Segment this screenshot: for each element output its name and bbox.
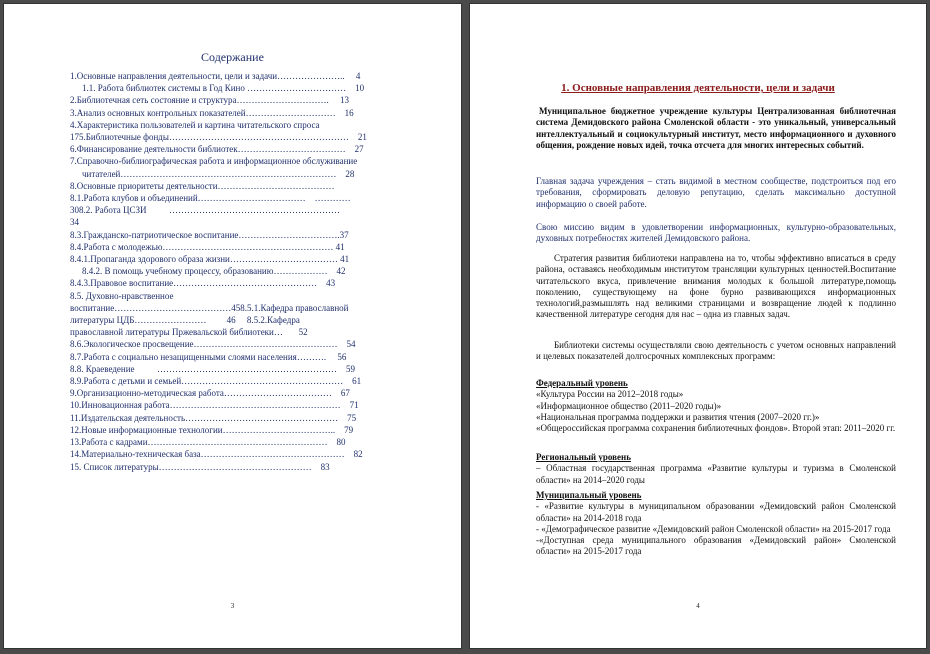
toc-entry: 4.Характеристика пользователей и картина читательского спроса <box>70 119 320 130</box>
toc-entry: 34 <box>70 217 79 228</box>
page-number: 4 <box>696 602 700 610</box>
list-item: – Областная государственная программа «Развитие культуры и туризма в Смоленской области» на 2014–2020 годы <box>536 463 896 485</box>
list-item: «Культура России на 2012–2018 годы» <box>536 389 684 400</box>
toc-entry: 8.1.Работа клубов и объединений……………………………… ………… <box>70 193 351 204</box>
list-item: «Национальная программа поддержки и развития чтения (2007–2020 гг.)» <box>536 411 820 422</box>
toc-entry: 8.9.Работа с детьми и семьей……………………………………………… 61 <box>70 376 362 387</box>
regional-heading: Региональный уровень <box>536 452 631 462</box>
toc-entry: 6.Финансирование деятельности библиотек……………………………… 27 <box>70 144 364 155</box>
toc-entry: 8.6.Экологическое просвещение………………………………………… 54 <box>70 339 356 350</box>
page-right <box>470 4 926 648</box>
page-left <box>4 4 461 648</box>
paragraph-main-task: Главная задача учреждения – стать видимой в местном сообществе, подстроиться под его требования, сформировать деловую репутацию, сделать максимально доступной информацию о своей работе. <box>536 176 896 209</box>
table-of-contents <box>70 70 434 473</box>
toc-entry: 8.4.Работа с молодежью………………………………………………… 41 <box>70 241 345 252</box>
list-item: - «Демографическое развитие «Демидовский район Смоленской области» на 2015-2017 года <box>536 523 891 534</box>
toc-entry: 2.Библиотечная сеть состояние и структура…………………………. 13 <box>70 95 350 106</box>
toc-entry: 8.Основные приоритеты деятельности………………………………… <box>70 180 335 191</box>
toc-entry: 12.Новые информационные технологии……………………………….. 79 <box>70 424 354 435</box>
municipal-level <box>536 490 896 558</box>
toc-entry: 1.Основные направления деятельности, цели и задачи………………….. 4 <box>70 71 361 81</box>
paragraph-mission: Свою миссию видим в удовлетворении информационных, культурно-образовательных, духовных потребностях жителей Демидовского района. <box>536 222 896 244</box>
toc-entry: 8.7.Работа с социально незащищенными слоями населения………. 56 <box>70 351 347 362</box>
federal-level <box>536 378 896 434</box>
paragraph-programs: Библиотеки системы осуществляли свою деятельность с учетом основных направлений и целевых показателей долгосрочных комплексных программ: <box>536 340 896 362</box>
municipal-heading: Муниципальный уровень <box>536 490 642 500</box>
toc-entry: 1.1. Работа библиотек системы в Год Кино …………………………… 10 <box>82 83 365 94</box>
regional-level <box>536 452 896 486</box>
paragraph-strategy: Стратегия развития библиотеки направлена на то, чтобы эффективно вписаться в среду района, оставаясь необходимым институтом трансляции культурных ценностей.Воспитание читательского вкуса, привлечение внимания молодых к большой литературе,помощь поколению, существующему на фоне бурно развивающихся информационных технологий,размышлять над великими страницами и возвращение людей к подлинно качественной литературе сегодня для нас – одна из главных задач. <box>536 253 896 320</box>
toc-title: Содержание <box>201 50 264 64</box>
toc-entry: 7.Справочно-библиографическая работа и информационное обслуживание <box>70 156 358 167</box>
toc-entry: 11.Издательская деятельность…………………………………………… 75 <box>70 412 357 423</box>
section-heading: 1. Основные направления деятельности, цели и задачи <box>561 82 835 94</box>
toc-entry: литературы ЦДБ…………………… 46 8.5.2.Кафедра <box>70 315 300 326</box>
toc-entry: 8.4.1.Пропаганда здорового образа жизни……………………………… 41 <box>70 254 350 265</box>
page-number: 3 <box>230 602 235 610</box>
toc-entry: 8.3.Гражданско-патриотическое воспитание…………………………….37 <box>70 229 349 240</box>
toc-entry: 13.Работа с кадрами…………………………………………………… 80 <box>70 437 346 448</box>
federal-heading: Федеральный уровень <box>536 378 628 388</box>
intro-paragraph: Муниципальное бюджетное учреждение культуры Централизованная библиотечная система Демидовского района Смоленской области - это уникальный, универсальный интеллектуальный и социокультурный институт, место информационного и духовного общения, рождение новых идей, точка отсчета для многих интересных событий. <box>536 106 896 150</box>
list-item: - «Развитие культуры в муниципальном образовании «Демидовский район Смоленской области» на 2014-2018 года <box>536 501 896 523</box>
list-item: «Общероссийская программа сохранения библиотечных фондов». Второй этап: 2011–2020 гг. <box>536 423 896 434</box>
toc-entry: воспитание…………………………………458.5.1.Кафедра православной <box>70 302 349 313</box>
toc-entry: 308.2. Работа ЦСЗИ ………………………………………………… <box>70 205 341 216</box>
toc-entry: 8.4.2. В помощь учебному процессу, образованию……………… 42 <box>82 266 346 277</box>
toc-entry: 8.4.3.Правовое воспитание………………………………………… 43 <box>70 278 336 289</box>
toc-entry: 14.Материально-техническая база………………………………………… 82 <box>70 449 363 460</box>
toc-entry: 3.Анализ основных контрольных показателей………………………… 16 <box>70 107 354 118</box>
toc-entry: читателей……………………………………………………………… 28 <box>82 168 355 179</box>
toc-entry: православной литературы Пржевальской библиотеки… 52 <box>70 327 308 338</box>
toc-entry: 8.8. Краеведение …………………………………………………… 59 <box>70 363 356 374</box>
toc-entry: 8.5. Духовно-нравственное <box>70 290 174 301</box>
toc-entry: 10.Инновационная работа………………………………………………… 71 <box>70 400 359 411</box>
toc-entry: 15. Список литературы…………………………………………… 83 <box>70 461 330 472</box>
toc-entry: 175.Библиотечные фонды…………………………………………………… 21 <box>70 132 367 143</box>
list-item: «Информационное общество (2011–2020 годы)» <box>536 400 722 411</box>
toc-entry: 9.Организационно-методическая работа……………………………… 67 <box>70 388 350 399</box>
list-item: -«Доступная среда муниципального образования «Демидовский район» Смоленской области» на 2015-2017 года <box>536 535 896 557</box>
